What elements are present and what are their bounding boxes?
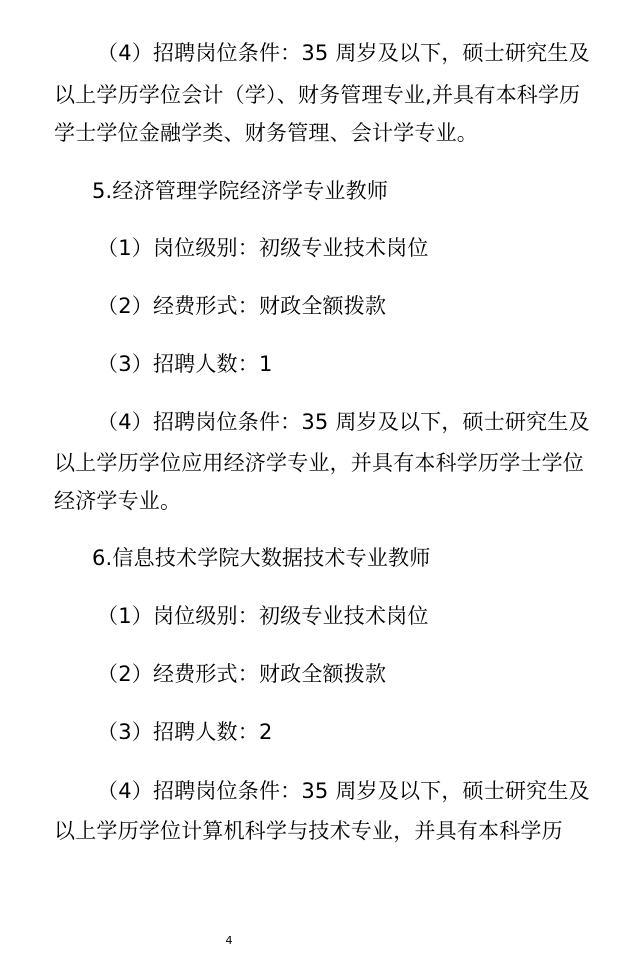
paragraph-line: 学士学位金融学类、财务管理、会计学专业。 bbox=[54, 121, 478, 145]
paragraph-line: （1）岗位级别：初级专业技术岗位 bbox=[97, 604, 429, 628]
paragraph-line: （4）招聘岗位条件：35 周岁及以下，硕士研究生及 bbox=[97, 41, 590, 65]
paragraph-line: （3）招聘人数：2 bbox=[97, 720, 273, 744]
paragraph-line: （4）招聘岗位条件：35 周岁及以下，硕士研究生及 bbox=[97, 779, 590, 803]
paragraph-line: 以上学历学位计算机科学与技术专业，并具有本科学历 bbox=[54, 819, 563, 843]
paragraph-line: 以上学历学位会计（学）、财务管理专业,并具有本科学历 bbox=[54, 83, 581, 107]
paragraph-line: （4）招聘岗位条件：35 周岁及以下，硕士研究生及 bbox=[97, 410, 590, 434]
paragraph-line: （1）岗位级别：初级专业技术岗位 bbox=[97, 236, 429, 260]
paragraph-line: （2）经费形式：财政全额拨款 bbox=[97, 294, 387, 318]
section-heading: 5.经济管理学院经济学专业教师 bbox=[92, 179, 389, 203]
page-number: 4 bbox=[225, 934, 233, 947]
paragraph-line: （3）招聘人数：1 bbox=[97, 352, 273, 376]
section-heading: 6.信息技术学院大数据技术专业教师 bbox=[92, 546, 431, 570]
paragraph-line: 以上学历学位应用经济学专业，并具有本科学历学士学位 bbox=[54, 451, 584, 475]
paragraph-line: （2）经费形式：财政全额拨款 bbox=[97, 662, 387, 686]
paragraph-line: 经济学专业。 bbox=[54, 489, 182, 513]
